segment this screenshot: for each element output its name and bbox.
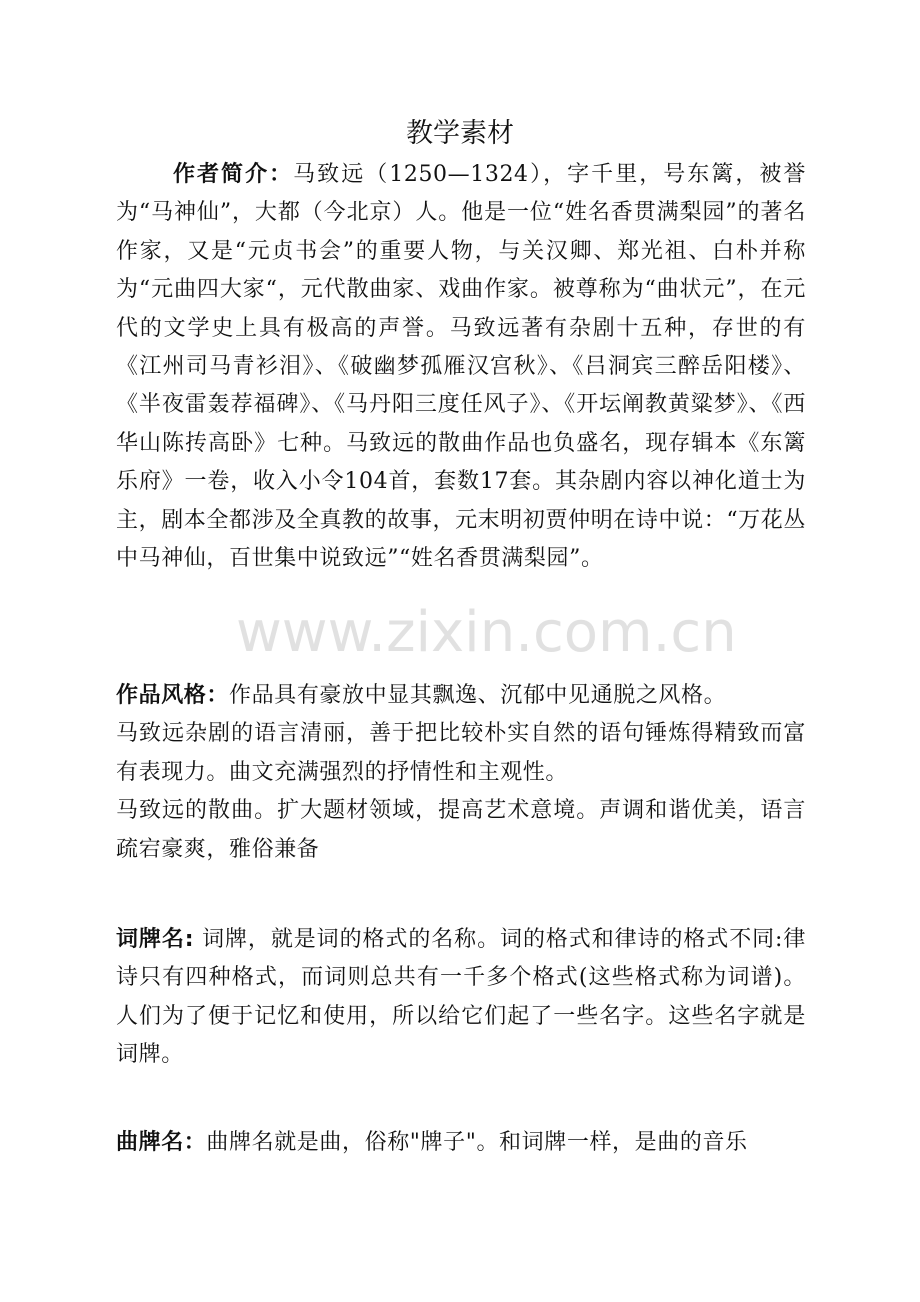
- work-style-paragraph: [116, 677, 806, 715]
- cipai-label: 词牌名:: [116, 927, 195, 952]
- work-style-section: [116, 677, 806, 869]
- author-intro-label: 作者简介：: [173, 162, 294, 187]
- qupai-section: [116, 1124, 806, 1162]
- qupai-label: 曲牌名：: [116, 1130, 207, 1155]
- author-intro-paragraph: [116, 156, 806, 578]
- sanqu-paragraph: 马致远的散曲。扩大题材领域，提高艺术意境。声调和谐优美，语言疏宕豪爽，雅俗兼备: [116, 798, 806, 862]
- cipai-section: [116, 921, 806, 1075]
- work-style-label: 作品风格：: [116, 683, 230, 708]
- watermark: www.zixin.com.cn: [236, 600, 737, 665]
- document-title: 教学素材: [406, 118, 514, 149]
- cipai-paragraph: [116, 921, 806, 1075]
- cipai-text: 词牌，就是词的格式的名称。词的格式和律诗的格式不同:律诗只有四种格式，而词则总共有一千多个格式(这些格式称为词谱)。人们为了便于记忆和使用，所以给它们起了一些名字。这些名字就是词牌。: [116, 927, 806, 1068]
- author-intro-section: [116, 156, 806, 578]
- work-style-text: 作品具有豪放中显其飘逸、沉郁中见通脱之风格。: [229, 683, 727, 708]
- qupai-paragraph: [116, 1124, 806, 1162]
- author-intro-text: 马致远（1250—1324），字千里，号东篱，被誉为“马神仙”，大都（今北京）人。他是一位“姓名香贯满梨园”的著名作家，又是“元贞书会”的重要人物，与关汉卿、郑光祖、白朴并称为“元曲四大家“，元代散曲家、戏曲作家。被尊称为“曲状元”，在元代的文学史上具有极高的声誉。马致远著有杂剧十五种，存世的有《江州司马青衫泪》、《破幽梦孤雁汉宫秋》、《吕洞宾三醉岳阳楼》、《半夜雷轰荐福碑》、《马丹阳三度任风子》、《开坛阐教黄粱梦》、《西华山陈抟高卧》七种。马致远的散曲作品也负盛名，现存辑本《东篱乐府》一卷，收入小令104首，套数17套。其杂剧内容以神化道士为主，剧本全都涉及全真教的故事，元末明初贾仲明在诗中说：“万花丛中马神仙，百世集中说致远”“姓名香贯满梨园”。: [116, 162, 806, 572]
- drama-language-paragraph: 马致远杂剧的语言清丽，善于把比较朴实自然的语句锤炼得精致而富有表现力。曲文充满强烈的抒情性和主观性。: [116, 721, 806, 785]
- qupai-text: 曲牌名就是曲，俗称"牌子"。和词牌一样，是曲的音乐: [206, 1130, 748, 1155]
